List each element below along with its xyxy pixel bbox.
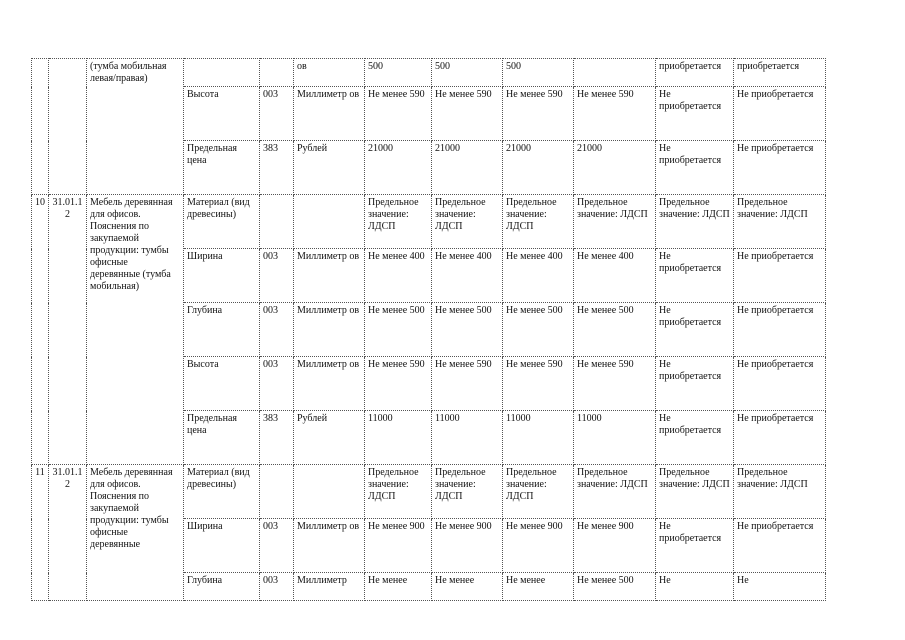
cell-value: Не менее 500 — [574, 303, 656, 357]
cell-value: Не менее 900 — [432, 519, 503, 573]
cell-okei: 003 — [260, 573, 294, 601]
table-row — [32, 465, 826, 519]
cell-unit: Рублей — [294, 411, 365, 465]
cell-name: Мебель деревянная для офисов. Пояснения по закупаемой продукции: тумбы офисные деревянные — [87, 465, 184, 601]
cell-value: Предельное значение: ЛДСП — [503, 465, 574, 519]
cell-value: Предельное значение: ЛДСП — [656, 195, 734, 249]
cell-unit: Миллиметр ов — [294, 87, 365, 141]
cell-char-name: Ширина — [184, 249, 260, 303]
cell-okei: 003 — [260, 87, 294, 141]
cell-char-name: Глубина — [184, 573, 260, 601]
cell-value: 500 — [503, 59, 574, 87]
cell-value: Не менее — [365, 573, 432, 601]
cell-value: приобретается — [656, 59, 734, 87]
cell-value: приобретается — [734, 59, 826, 87]
cell-value: Не приобретается — [656, 87, 734, 141]
cell-char-name: Ширина — [184, 519, 260, 573]
cell-char-name — [184, 59, 260, 87]
cell-value: Не приобретается — [656, 519, 734, 573]
cell-value: Не приобретается — [734, 303, 826, 357]
cell-value: Не приобретается — [734, 357, 826, 411]
cell-value: Не приобретается — [656, 411, 734, 465]
cell-okei: 003 — [260, 519, 294, 573]
cell-value: Не приобретается — [656, 141, 734, 195]
cell-value: 21000 — [574, 141, 656, 195]
cell-code — [49, 59, 87, 195]
cell-value: Не менее — [432, 573, 503, 601]
cell-code: 31.01.1 2 — [49, 195, 87, 465]
cell-value: Не приобретается — [734, 87, 826, 141]
cell-value: Предельное значение: ЛДСП — [656, 465, 734, 519]
cell-okei: 383 — [260, 411, 294, 465]
cell-value: Предельное значение: ЛДСП — [503, 195, 574, 249]
cell-value: Не приобретается — [734, 249, 826, 303]
cell-char-name: Высота — [184, 87, 260, 141]
cell-unit: Миллиметр ов — [294, 519, 365, 573]
cell-okei — [260, 465, 294, 519]
cell-value: Не менее 590 — [574, 87, 656, 141]
cell-value: Не менее 500 — [574, 573, 656, 601]
cell-okei: 383 — [260, 141, 294, 195]
cell-value: 11000 — [503, 411, 574, 465]
cell-value: Не менее 590 — [365, 357, 432, 411]
table-row — [32, 59, 826, 87]
cell-value: Не менее 590 — [503, 357, 574, 411]
cell-name: Мебель деревянная для офисов. Пояснения по закупаемой продукции: тумбы офисные деревянные (тумба мобильная) — [87, 195, 184, 465]
cell-value: Предельное значение: ЛДСП — [365, 465, 432, 519]
cell-value: 21000 — [503, 141, 574, 195]
cell-value: Не — [734, 573, 826, 601]
cell-okei — [260, 195, 294, 249]
cell-value: Не менее 900 — [365, 519, 432, 573]
cell-value: Не менее 590 — [503, 87, 574, 141]
cell-value: Не приобретается — [734, 411, 826, 465]
cell-unit: ов — [294, 59, 365, 87]
cell-value: Предельное значение: ЛДСП — [574, 465, 656, 519]
cell-value: Не менее 900 — [503, 519, 574, 573]
cell-value: 11000 — [365, 411, 432, 465]
cell-value: Не менее 590 — [574, 357, 656, 411]
cell-value: Не менее — [503, 573, 574, 601]
cell-value: Не менее 590 — [432, 87, 503, 141]
cell-value: Не приобретается — [656, 303, 734, 357]
cell-char-name: Материал (вид древесины) — [184, 195, 260, 249]
cell-value: Не — [656, 573, 734, 601]
cell-code: 31.01.1 2 — [49, 465, 87, 601]
cell-value: Не менее 400 — [503, 249, 574, 303]
cell-unit: Миллиметр ов — [294, 357, 365, 411]
cell-char-name: Материал (вид древесины) — [184, 465, 260, 519]
cell-okei: 003 — [260, 303, 294, 357]
cell-value: 11000 — [574, 411, 656, 465]
cell-char-name: Высота — [184, 357, 260, 411]
cell-value: Не менее 400 — [432, 249, 503, 303]
cell-value: 11000 — [432, 411, 503, 465]
cell-value: Предельное значение: ЛДСП — [734, 195, 826, 249]
cell-value: Предельное значение: ЛДСП — [574, 195, 656, 249]
cell-num: 10 — [32, 195, 49, 465]
cell-value: Не менее 500 — [365, 303, 432, 357]
cell-char-name: Предельная цена — [184, 411, 260, 465]
cell-name: (тумба мобильная левая/правая) — [87, 59, 184, 195]
cell-okei: 003 — [260, 357, 294, 411]
cell-value: Не менее 900 — [574, 519, 656, 573]
cell-num — [32, 59, 49, 195]
cell-value — [574, 59, 656, 87]
cell-value: Не менее 590 — [432, 357, 503, 411]
cell-unit — [294, 195, 365, 249]
cell-char-name: Глубина — [184, 303, 260, 357]
table-row — [32, 195, 826, 249]
cell-value: 500 — [365, 59, 432, 87]
cell-value: Не менее 500 — [503, 303, 574, 357]
cell-unit — [294, 465, 365, 519]
cell-unit: Миллиметр ов — [294, 303, 365, 357]
cell-value: 21000 — [432, 141, 503, 195]
cell-okei: 003 — [260, 249, 294, 303]
cell-okei — [260, 59, 294, 87]
cell-value: Не менее 400 — [365, 249, 432, 303]
cell-value: Не приобретается — [656, 249, 734, 303]
cell-num: 11 — [32, 465, 49, 601]
cell-value: Не менее 400 — [574, 249, 656, 303]
cell-value: 500 — [432, 59, 503, 87]
cell-value: Не приобретается — [734, 141, 826, 195]
cell-char-name: Предельная цена — [184, 141, 260, 195]
cell-value: Предельное значение: ЛДСП — [432, 195, 503, 249]
cell-value: 21000 — [365, 141, 432, 195]
cell-value: Предельное значение: ЛДСП — [365, 195, 432, 249]
cell-value: Предельное значение: ЛДСП — [432, 465, 503, 519]
cell-unit: Рублей — [294, 141, 365, 195]
procurement-table — [31, 58, 826, 601]
cell-value: Не приобретается — [656, 357, 734, 411]
cell-unit: Миллиметр — [294, 573, 365, 601]
cell-value: Не менее 500 — [432, 303, 503, 357]
cell-value: Не менее 590 — [365, 87, 432, 141]
cell-value: Предельное значение: ЛДСП — [734, 465, 826, 519]
cell-value: Не приобретается — [734, 519, 826, 573]
cell-unit: Миллиметр ов — [294, 249, 365, 303]
